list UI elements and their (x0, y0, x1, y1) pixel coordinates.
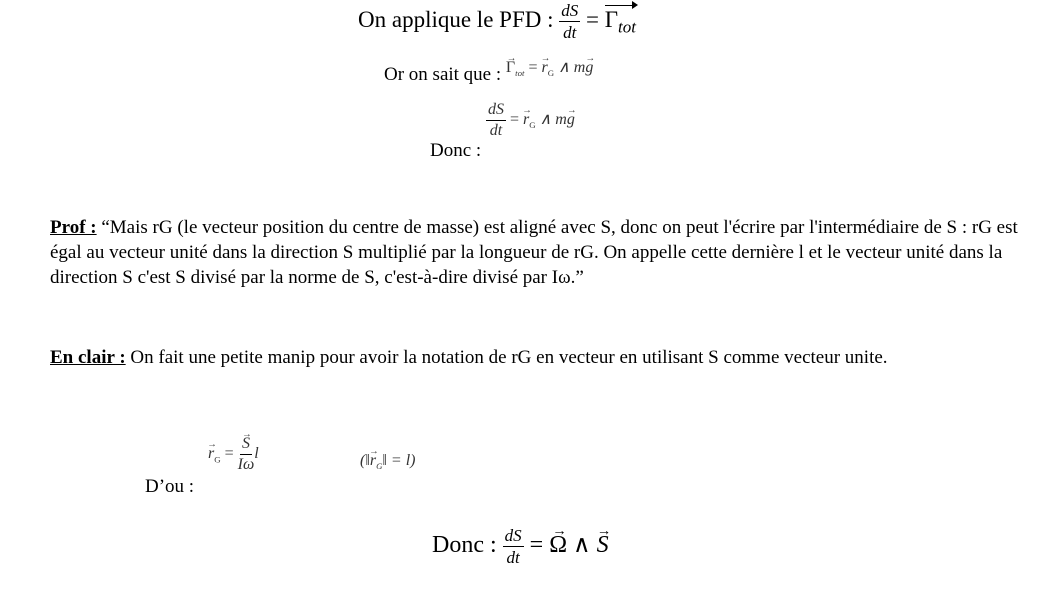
r-vector: → r (208, 445, 214, 463)
torque-formula (505, 59, 594, 79)
torque-label: Or on sait que : (384, 64, 502, 85)
s-vector: → S (597, 532, 609, 559)
equals: = (224, 445, 234, 463)
rg-formula (208, 436, 259, 473)
numerator: dS (504, 526, 522, 545)
ds: dS (487, 101, 504, 118)
prof-text: “Mais rG (le vecteur position du centre de masse) est aligné avec S, donc on peut l'écrire par l'intermédiaire de S : rG est égal au vecteur unité dans la direction S multiplié par la longueur de rG. On appelle cette dernière l et le vecteur unité dans la direction S c'est S divisé par la norme de S, c'est-à-dire divisé par Iω.” (50, 217, 1018, 288)
r-vector: → r (370, 452, 376, 470)
omega-vector: → Ω (549, 532, 567, 559)
g-vector: → g (585, 59, 593, 77)
pfd-equation (358, 2, 636, 41)
torque-equation (384, 59, 594, 86)
r-vector: → r (541, 59, 547, 77)
operator: ∧ m (558, 59, 586, 76)
donc-equation-2 (432, 527, 609, 566)
subscript: G (376, 461, 383, 472)
denominator: Iω (237, 456, 255, 473)
fraction (559, 2, 580, 41)
clair-text: On fait une petite manip pour avoir la notation de rG en vecteur en utilisant S comme vecteur unite. (125, 347, 888, 368)
r-vector: → r (523, 111, 529, 129)
gamma: Γ (604, 6, 619, 32)
gamma-tot-vector (605, 5, 636, 38)
clair-paragraph (50, 345, 1040, 370)
subscript: G (529, 120, 536, 131)
donc-equation-1 (430, 101, 575, 162)
subscript: G (547, 68, 555, 79)
donc-label: Donc : (432, 532, 497, 559)
fraction (503, 527, 524, 566)
dou-label: D’ou : (145, 476, 195, 497)
clair-label: En clair : (50, 347, 126, 368)
numerator: → S (240, 436, 252, 455)
length-l: l (254, 445, 259, 463)
subscript: G (214, 454, 221, 465)
numerator: dS (561, 1, 579, 20)
denominator: dt (506, 548, 520, 567)
equals: = (586, 6, 599, 32)
gamma: → Γ (506, 59, 515, 77)
subscript: tot (618, 17, 636, 37)
fraction (238, 436, 255, 473)
denominator: dt (489, 122, 503, 139)
wedge-operator: ∧ (573, 532, 591, 559)
norm-open: (‖ (360, 452, 370, 469)
norm-close: ‖ = l) (382, 452, 416, 469)
equals: = (528, 59, 538, 76)
denominator: dt (563, 23, 577, 42)
pfd-label: On applique le PFD : (358, 6, 554, 32)
g-vector: → g (567, 111, 575, 129)
equals: = (509, 111, 519, 129)
equals: = (529, 532, 544, 559)
numerator (486, 102, 506, 121)
formula (486, 101, 575, 139)
subscript: tot (515, 68, 525, 79)
prof-label: Prof : (50, 217, 97, 238)
prof-paragraph (50, 215, 1040, 290)
norm-formula (360, 452, 415, 471)
operator: ∧ m (539, 111, 567, 129)
donc-label: Donc : (430, 140, 482, 162)
fraction (486, 102, 506, 139)
